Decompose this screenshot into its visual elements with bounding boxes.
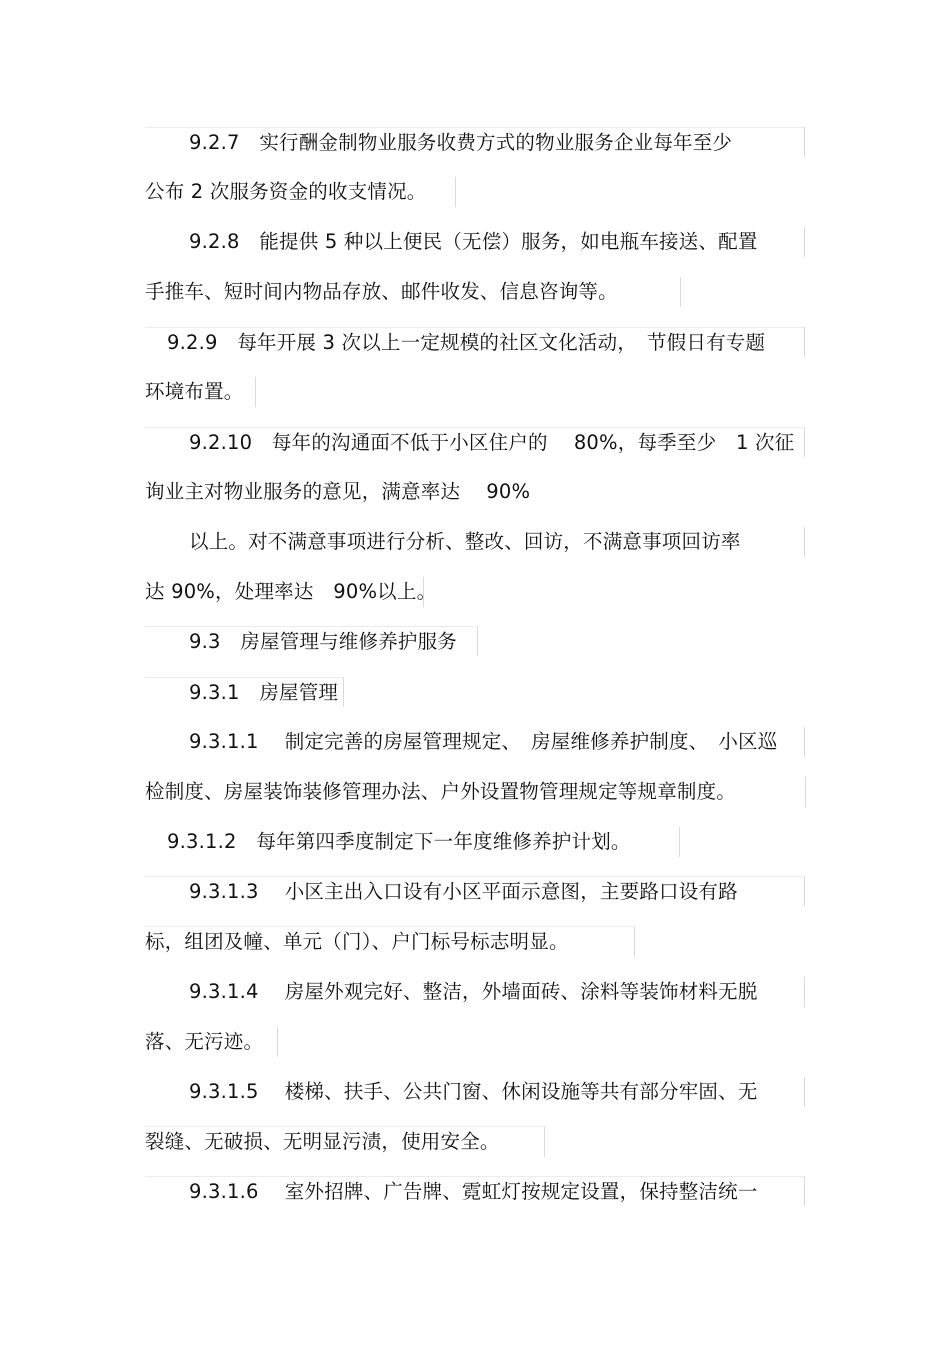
para-9-3-1-3-line-2: 标，组团及幢、单元（门）、户门标号标志明显。 xyxy=(145,926,635,957)
para-9-2-9-line-1: 9.2.9 每年开展 3 次以上一定规模的社区文化活动， 节假日有专题 xyxy=(145,327,805,357)
para-9-3-1-2: 9.3.1.2 每年第四季度制定下一年度维修养护计划。 xyxy=(145,827,680,857)
para-9-2-8-line-2: 手推车、短时间内物品存放、邮件收发、信息咨询等。 xyxy=(145,277,681,307)
para-9-2-7-line-2: 公布 2 次服务资金的收支情况。 xyxy=(145,177,456,207)
para-9-3-1-3-line-1: 9.3.1.3 小区主出入口设有小区平面示意图，主要路口设有路 xyxy=(145,876,805,906)
para-9-2-7-line-1: 9.2.7 实行酬金制物业服务收费方式的物业服务企业每年至少 xyxy=(145,127,805,157)
para-9-3-1-5-line-2: 裂缝、无破损、无明显污渍，使用安全。 xyxy=(145,1126,545,1157)
para-9-2-10-line-4: 达 90%，处理率达 90%以上。 xyxy=(145,577,424,607)
para-9-3-1-4-line-1: 9.3.1.4 房屋外观完好、整洁，外墙面砖、涂料等装饰材料无脱 xyxy=(145,977,805,1007)
section-9-3-heading: 9.3 房屋管理与维修养护服务 xyxy=(145,626,478,656)
para-9-3-1-1-line-1: 9.3.1.1 制定完善的房屋管理规定、 房屋维修养护制度、 小区巡 xyxy=(145,727,805,757)
para-9-2-9-line-2: 环境布置。 xyxy=(145,377,256,407)
section-9-3-1-heading: 9.3.1 房屋管理 xyxy=(145,677,344,707)
para-9-2-8-line-1: 9.2.8 能提供 5 种以上便民（无偿）服务，如电瓶车接送、配置 xyxy=(145,227,805,257)
para-9-3-1-4-line-2: 落、无污迹。 xyxy=(145,1027,278,1057)
para-9-2-10-line-3: 以上。对不满意事项进行分析、整改、回访，不满意事项回访率 xyxy=(145,527,805,557)
para-9-3-1-1-line-2: 检制度、房屋装饰装修管理办法、户外设置物管理规定等规章制度。 xyxy=(145,777,806,807)
para-9-2-10-line-1: 9.2.10 每年的沟通面不低于小区住户的 80%，每季至少 1 次征 xyxy=(145,427,805,457)
para-9-2-10-line-2: 询业主对物业服务的意见，满意率达 90% xyxy=(145,480,531,503)
para-9-3-1-5-line-1: 9.3.1.5 楼梯、扶手、公共门窗、休闲设施等共有部分牢固、无 xyxy=(145,1077,805,1107)
para-9-3-1-6-line-1: 9.3.1.6 室外招牌、广告牌、霓虹灯按规定设置，保持整洁统一 xyxy=(145,1176,805,1206)
